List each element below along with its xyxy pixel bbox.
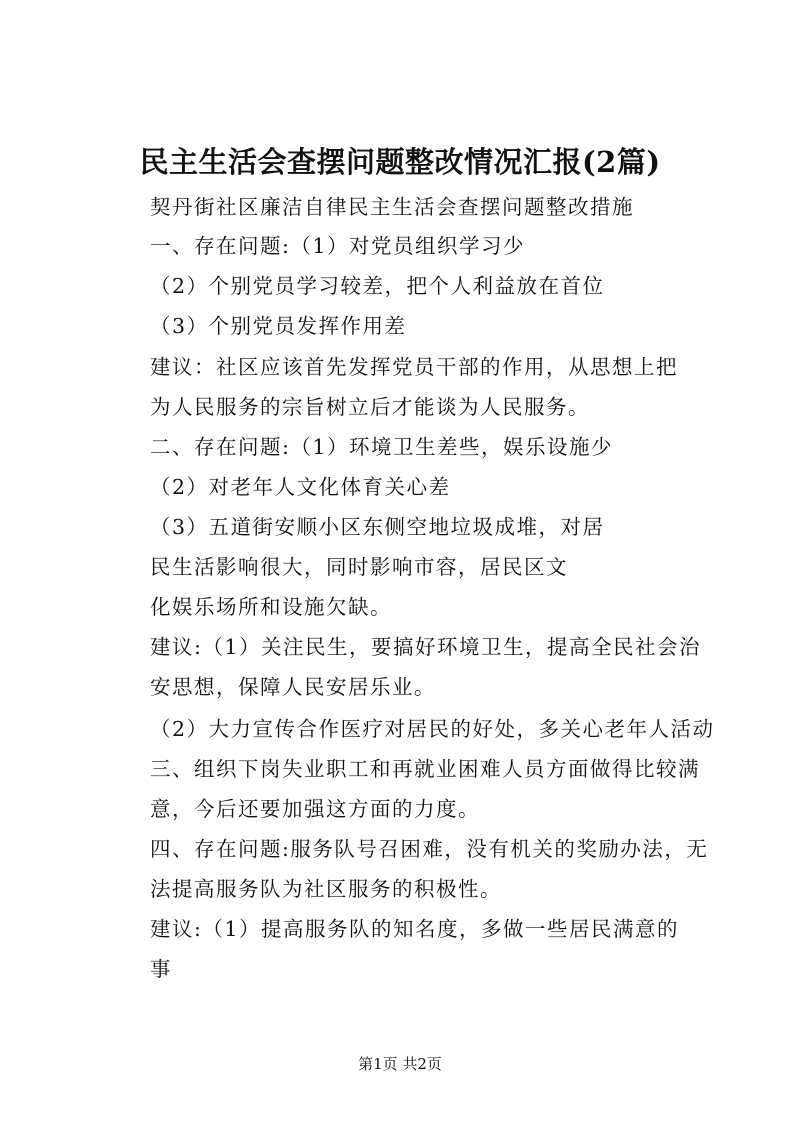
text-line: 契丹街社区廉洁自律民主生活会查摆问题整改措施 bbox=[150, 195, 634, 219]
text-line: 为人民服务的宗旨树立后才能谈为人民服务。 bbox=[150, 395, 590, 419]
text-line: 三、组织下岗失业职工和再就业困难人员方面做得比较满 bbox=[150, 757, 700, 781]
text-line: 建议：社区应该首先发挥党员干部的作用，从思想上把 bbox=[150, 355, 678, 379]
text-line: 二、存在问题:（1）环境卫生差些，娱乐设施少 bbox=[150, 435, 613, 459]
document-title: 民主生活会查摆问题整改情况汇报(2篇) bbox=[139, 145, 661, 179]
page-footer: 第1页 共2页 bbox=[358, 1055, 442, 1073]
text-line: 意，今后还要加强这方面的力度。 bbox=[150, 797, 480, 821]
text-line: （3）五道街安顺小区东侧空地垃圾成堆，对居 bbox=[150, 515, 605, 539]
text-line: （2）对老年人文化体育关心差 bbox=[150, 475, 451, 499]
text-line: （2）大力宣传合作医疗对居民的好处，多关心老年人活动 bbox=[150, 717, 715, 741]
text-line: 事 bbox=[150, 957, 172, 981]
text-line: 一、存在问题:（1）对党员组织学习少 bbox=[150, 234, 525, 258]
text-line: 化娱乐场所和设施欠缺。 bbox=[150, 595, 392, 619]
text-line: 建议:（1）关注民生，要搞好环境卫生，提高全民社会治 bbox=[150, 635, 701, 659]
text-line: （2）个别党员学习较差，把个人利益放在首位 bbox=[150, 274, 605, 298]
text-line: 建议:（1）提高服务队的知名度，多做一些居民满意的 bbox=[150, 917, 679, 941]
text-line: 四、存在问题:服务队号召困难，没有机关的奖励办法，无 bbox=[150, 837, 709, 861]
text-line: 民生活影响很大，同时影响市容，居民区文 bbox=[150, 555, 568, 579]
text-line: 安思想，保障人民安居乐业。 bbox=[150, 675, 436, 699]
text-line: （3）个别党员发挥作用差 bbox=[150, 314, 407, 338]
text-line: 法提高服务队为社区服务的积极性。 bbox=[150, 877, 502, 901]
